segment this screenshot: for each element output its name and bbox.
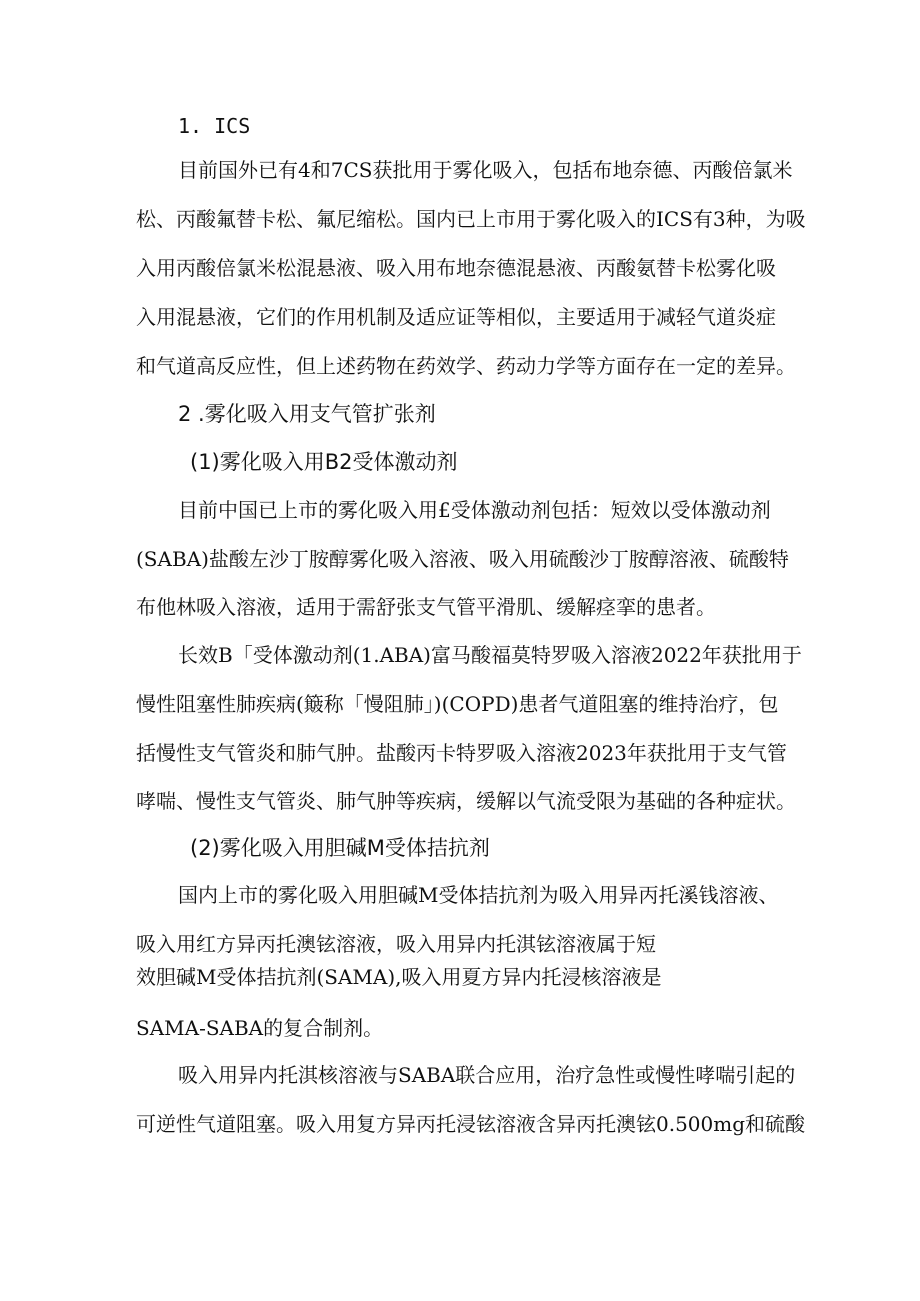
heading-bronchodilator: 2 .雾化吸入用支气管扩张剂 bbox=[178, 402, 436, 426]
para-ics-line-2: 松、丙酸氟替卡松、氟尼缩松。国内已上市用于雾化吸入的ICS有3种，为吸 bbox=[136, 207, 806, 231]
para-sama-line-3: 效胆碱M受体拮抗剂(SAMA),吸入用夏方异内托浸核溶液是 bbox=[136, 965, 662, 989]
para-ics-line-4: 入用混悬液，它们的作用机制及适应证等相似，主要适用于减轻气道炎症 bbox=[136, 305, 776, 329]
para-saba-line-2: (SABA)盐酸左沙丁胺醇雾化吸入溶液、吸入用硫酸沙丁胺醇溶液、硫酸特 bbox=[136, 547, 789, 571]
para-saba-line-1: 目前中国已上市的雾化吸入用£受体激动剂包括：短效以受体激动剂 bbox=[178, 498, 771, 522]
para-laba-line-2: 慢性阻塞性肺疾病(簸称「慢阻肺」)(COPD)患者气道阻塞的维持治疗，包 bbox=[136, 692, 779, 716]
heading-anticholinergic: (2)雾化吸入用胆碱M受体拮抗剂 bbox=[190, 836, 490, 860]
para-sama-line-2: 吸入用红方异丙托澳铉溶液，吸入用异内托淇铉溶液属于短 bbox=[136, 932, 656, 956]
para-saba-line-3: 布他林吸入溶液，适用于需舒张支气管平滑肌、缓解痉挛的患者。 bbox=[136, 595, 716, 619]
para-laba-line-3: 括慢性支气管炎和肺气肿。盐酸丙卡特罗吸入溶液2023年获批用于支气管 bbox=[136, 741, 787, 765]
para-laba-line-4: 哮喘、慢性支气管炎、肺气肿等疾病，缓解以气流受限为基础的各种症状。 bbox=[136, 789, 796, 813]
para-ics-line-3: 入用丙酸倍氯米松混悬液、吸入用布地奈德混悬液、丙酸氨替卡松雾化吸 bbox=[136, 256, 776, 280]
para-combo-line-2: 可逆性气道阻塞。吸入用复方异丙托浸铉溶液含异丙托澳铉0.500mg和硫酸 bbox=[136, 1112, 806, 1136]
heading-beta2-agonist: (1)雾化吸入用B2受体激动剂 bbox=[190, 450, 458, 474]
para-sama-line-1: 国内上市的雾化吸入用胆碱M受体拮抗剂为吸入用异丙托溪钱溶液、 bbox=[178, 883, 779, 907]
para-sama-line-4: SAMA-SABA的复合制剂。 bbox=[136, 1016, 384, 1040]
para-ics-line-5: 和气道高反应性，但上述药物在药效学、药动力学等方面存在一定的差异。 bbox=[136, 354, 796, 378]
para-laba-line-1: 长效B「受体激动剂(1.ABA)富马酸福莫特罗吸入溶液2022年获批用于 bbox=[178, 643, 802, 667]
heading-ics: 1. ICS bbox=[178, 114, 251, 138]
para-ics-line-1: 目前国外已有4和7CS获批用于雾化吸入，包括布地奈德、丙酸倍氯米 bbox=[178, 158, 793, 182]
para-combo-line-1: 吸入用异内托淇核溶液与SABA联合应用，治疗急性或慢性哮喘引起的 bbox=[178, 1063, 796, 1087]
